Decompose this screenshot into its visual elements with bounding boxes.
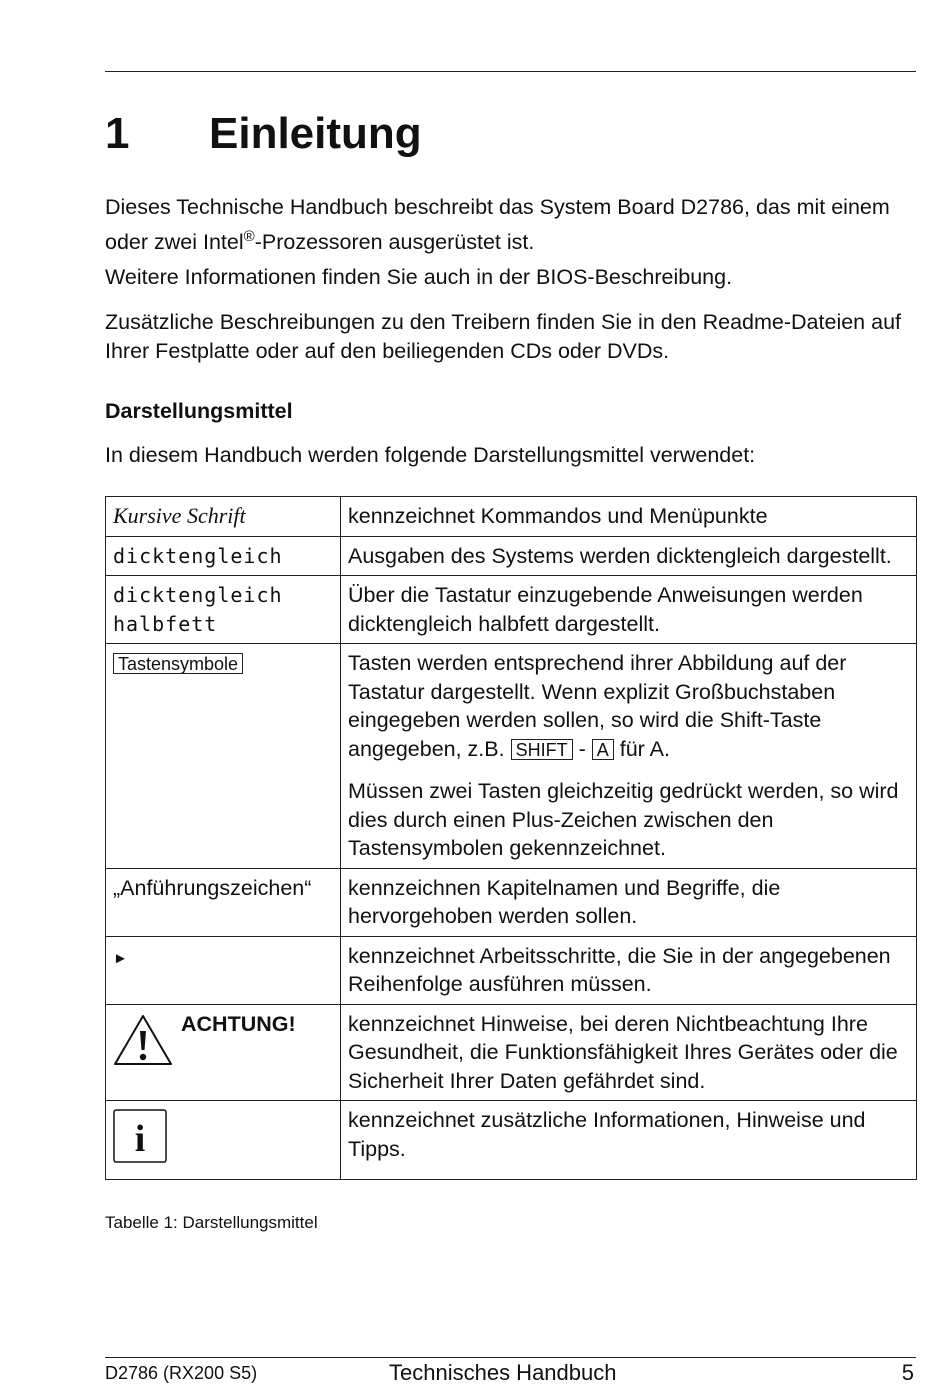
intro-paragraph-1 [105,193,917,257]
footer-model: D2786 (RX200 S5) [105,1363,258,1383]
step-arrow-icon: ► [113,949,128,967]
desc-cell: Über die Tastatur einzugebende Anweisungen werden dicktengleich halbfett dargestellt. [341,576,917,644]
desc-cell: kennzeichnet Arbeitsschritte, die Sie in der angegebenen Reihenfolge ausführen müssen. [341,936,917,1004]
term-cell [106,536,341,576]
page-number: 5 [901,1360,914,1385]
term-keycap: Tastensymbole [113,653,243,674]
chapter-number: 1 [105,109,130,158]
keys-paragraph-1 [348,649,909,763]
warning-triangle-icon [113,1014,173,1066]
section-heading: Darstellungsmittel [105,399,293,423]
table-row [106,536,917,576]
desc-cell: Ausgaben des Systems werden dicktengleich dargestellt. [341,536,917,576]
warning-term [113,1010,333,1090]
registered-mark: ® [243,228,255,245]
keys-paragraph-2: Müssen zwei Tasten gleichzeitig gedrückt werden, so wird dies durch einen Plus-Zeichen zwischen den Tastensymbolen gekennzeichnet. [348,779,899,860]
intro-text-a: Dieses Technische Handbuch beschreibt das System Board D2786, das mit einem oder zwei Intel [105,195,890,255]
conventions-table [105,496,917,1180]
term-cell [106,1101,341,1180]
table-row [106,1004,917,1101]
desc-cell: kennzeichnen Kapitelnamen und Begriffe, die hervorgehoben werden sollen. [341,868,917,936]
info-icon [113,1109,167,1163]
a-key: A [592,739,614,760]
table-caption: Tabelle 1: Darstellungsmittel [105,1213,318,1232]
table-row [106,1101,917,1180]
term-mono: dicktengleich [113,543,283,568]
header-rule [105,71,916,72]
desc-cell: kennzeichnet Kommandos und Menüpunkte [341,497,917,537]
intro-paragraph-3: Zusätzliche Beschreibungen zu den Treibern finden Sie in den Readme-Dateien auf Ihrer Festplatte oder auf den beiliegenden CDs oder DVDs. [105,310,901,363]
term-cell [106,936,341,1004]
svg-text:i: i [134,1118,146,1160]
footer-rule [105,1357,916,1358]
term-cell [106,576,341,644]
section-intro: In diesem Handbuch werden folgende Darstellungsmittel verwendet: [105,443,756,467]
keys-text-b: für A. [619,736,670,761]
intro-paragraph-2: Weitere Informationen finden Sie auch in der BIOS-Beschreibung. [105,265,733,289]
term-mono-bold: dicktengleich halbfett [113,583,283,636]
keys-text-a: Tasten werden entsprechend ihrer Abbildung auf der Tastatur dargestellt. Wenn explizit Großbuchstaben eingegeben werden sollen, so wird die Shift-Taste angegeben, z.B. [348,651,847,761]
table-row [106,936,917,1004]
desc-cell: kennzeichnet zusätzliche Informationen, Hinweise und Tipps. [341,1101,917,1180]
chapter-title: Einleitung [209,109,422,158]
term-italic: Kursive Schrift [113,503,246,528]
term-cell: „Anführungszeichen“ [106,868,341,936]
table-row [106,497,917,537]
warning-label: ACHTUNG! [181,1011,296,1036]
desc-cell: kennzeichnet Hinweise, bei deren Nichtbeachtung Ihre Gesundheit, die Funktionsfähigkeit Ihres Gerätes oder die Sicherheit Ihrer Daten gefährdet sind. [341,1004,917,1101]
term-cell [106,1004,341,1101]
desc-cell [341,644,917,869]
table-row [106,576,917,644]
term-cell [106,497,341,537]
term-cell [106,644,341,869]
key-separator: - [578,736,586,761]
intro-text-b: -Prozessoren ausgerüstet ist. [254,230,535,255]
table-row [106,644,917,869]
table-row [106,868,917,936]
shift-key: SHIFT [511,739,573,760]
footer-title: Technisches Handbuch [389,1360,617,1385]
